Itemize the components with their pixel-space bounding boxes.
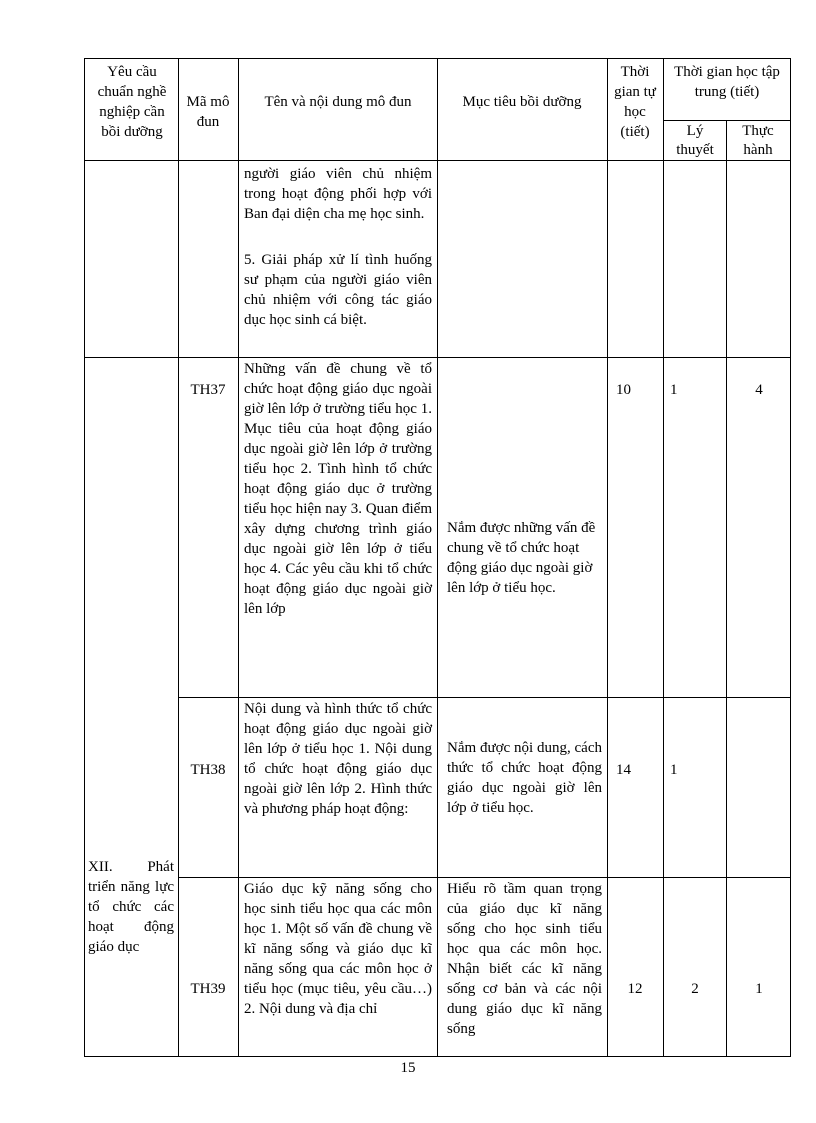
col-border <box>663 58 664 1057</box>
col-border <box>178 58 179 1057</box>
module-code: TH39 <box>190 981 226 997</box>
col-border <box>238 58 239 1057</box>
row-divider <box>178 877 791 878</box>
page-number: 15 <box>400 1060 416 1076</box>
theory-hours: 2 <box>691 981 699 997</box>
col-border <box>790 58 791 1057</box>
competency-requirement: XII. Phát triển năng lực tổ chức các hoạt động giáo dục <box>88 859 174 955</box>
theory-hours: 1 <box>670 382 678 398</box>
header-practice: Thực hành <box>742 123 774 158</box>
module-content: Giáo dục kỹ năng sống cho học sinh tiểu học qua các môn học 1. Một số vấn đề chung về kĩ năng sống và giáo dục kĩ năng sống qua các môn học ở tiểu học (mục tiêu, yêu cầu…) 2. Nội dung và địa chỉ <box>244 881 432 1017</box>
module-content-continued: người giáo viên chủ nhiệm trong hoạt động phối hợp với Ban đại diện cha mẹ học sinh. <box>244 166 432 222</box>
module-content-item: 5. Giải pháp xử lí tình huống sư phạm của người giáo viên chủ nhiệm với công tác giáo dục học sinh cá biệt. <box>244 252 432 328</box>
header-theory: Lý thuyết <box>676 123 714 158</box>
header-module-name: Tên và nội dung mô đun <box>264 94 412 110</box>
col-border <box>437 58 438 1057</box>
module-goal: Hiểu rõ tầm quan trọng của giáo dục kĩ năng sống cho học sinh tiểu học qua các môn học. Nhận biết các kĩ năng sống cơ bản và các nội dung giáo dục kĩ năng sống <box>447 881 602 1037</box>
col-border <box>84 58 85 1057</box>
self-study-hours: 10 <box>616 382 631 398</box>
self-study-hours: 14 <box>616 762 631 778</box>
row-divider <box>178 697 791 698</box>
module-content: Nội dung và hình thức tổ chức hoạt động giáo dục ngoài giờ lên lớp ở tiểu học 1. Nội dung tổ chức hoạt động giáo dục ngoài giờ lên lớp 2. Hình thức và phương pháp hoạt động: <box>244 701 432 817</box>
header-requirement: Yêu cầu chuẩn nghề nghiệp cần bồi dưỡng <box>97 64 167 140</box>
col-border <box>607 58 608 1057</box>
header-self-study: Thời gian tự học (tiết) <box>614 64 656 140</box>
module-goal: Nắm được những vấn đề chung về tổ chức hoạt động giáo dục ngoài giờ lên lớp ở tiểu học. <box>447 520 596 596</box>
practice-hours: 4 <box>755 382 763 398</box>
col-border <box>726 120 727 1057</box>
module-goal: Nắm được nội dung, cách thức tổ chức hoạt động giáo dục ngoài giờ lên lớp ở tiểu học. <box>447 740 602 816</box>
header-goal: Mục tiêu bồi dưỡng <box>462 94 582 110</box>
module-code: TH38 <box>190 762 226 778</box>
header-module-code: Mã mô đun <box>186 94 230 130</box>
focus-subheader-line <box>663 120 791 121</box>
self-study-hours: 12 <box>627 981 643 997</box>
header-focused-study: Thời gian học tập trung (tiết) <box>674 64 780 100</box>
module-code: TH37 <box>190 382 226 398</box>
practice-hours: 1 <box>755 981 763 997</box>
module-content: Những vấn đề chung về tổ chức hoạt động giáo dục ngoài giờ lên lớp ở trường tiểu học 1. Mục tiêu của hoạt động giáo dục ngoài giờ lên lớp ở trường tiểu học 2. Tình hình tổ chức hoạt động giáo dục ở trường tiểu học hiện nay 3. Quan điểm xây dựng chương trình giáo dục ngoài giờ lên lớp ở tiểu học 4. Các yêu cầu khi tổ chức hoạt động giáo dục ngoài giờ lên lớp <box>244 361 432 617</box>
theory-hours: 1 <box>670 762 678 778</box>
